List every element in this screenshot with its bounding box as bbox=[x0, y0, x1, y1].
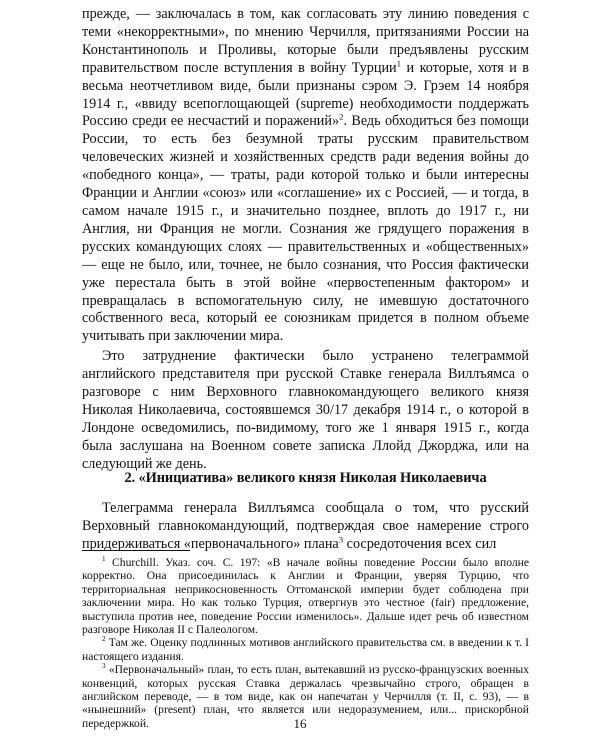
paragraph-2: Это затруднение фактически было устранено телеграммой английского представителя при русской Ставке генерала Виллъямса о разговоре с ним Верховного главнокомандующего великого князя Николая Николаевича, состоявшемся 30/17 декабря 1914 г., о которой в Лондоне осведомились, по-видимому, того же 1 января 1915 г., когда была заслушана на Военном совете записка Ллойд Джорджа, или на следующий же день. bbox=[82, 348, 529, 472]
footnote-3-mark: 3 bbox=[102, 662, 106, 671]
footnote-2-mark: 2 bbox=[102, 635, 106, 644]
footnote-3-text: «Первоначальный» план, то есть план, вытекавший из русско-французских военных конвенций, которых русская Ставка держалась чрезвычайно строго, обращен в английском переводе, — в том виде, как он напечатан у Черчилля (т. II, с. 93), — в «нынешний» (present) план, что является или недоразумением, или... прискорбной передержкой. bbox=[82, 663, 529, 730]
main-text bbox=[82, 6, 529, 474]
footnote-ref-1: 1 bbox=[396, 57, 402, 68]
footnote-1-mark: 1 bbox=[102, 555, 106, 564]
paragraph-1 bbox=[82, 6, 529, 346]
paragraph-1-text-a: прежде, — заключалась в том, как согласовать эту линию поведения с теми «некорректными», по мнению Черчилля, притязаниями России на Константинополь и Проливы, которые были предъявлены русским правительством после вступления в войну Турции bbox=[82, 6, 529, 76]
footnote-1-text: Churchill. Указ. соч. С. 197: «В начале войны поведение России было вполне корректно. Она присоединилась к Англии и Франции, уверяя Турцию, что территориальная неприкосновенность Оттоманской империи будет соблюдена при заключении мира. Но как только Турция, отвергнув это честное (fair) предложение, выступила против нее, поведение России изменилось». Дальше идет речь об известном разговоре Николая II с Палеологом. bbox=[82, 556, 529, 637]
section-paragraph-text-a: Телеграмма генерала Виллъямса сообщала о том, что русский Верховный главнокомандующий, подтверждая свое намерение строго придерживаться «первоначального» плана bbox=[82, 500, 529, 552]
footnote-1 bbox=[82, 556, 529, 636]
paragraph-1-text-b: и которые, хотя и в весьма неотчетливом виде, были признаны сэром Э. Грэем 14 ноября 1914 г., «ввиду всепоглощающей (supreme) необходимости поддержать Россию среди ее несчастий и поражений» bbox=[82, 59, 529, 130]
page-number: 16 bbox=[293, 716, 307, 731]
footnote-2 bbox=[82, 636, 529, 663]
footnote-ref-2: 2 bbox=[339, 111, 344, 122]
footnotes bbox=[82, 556, 529, 730]
section-paragraph bbox=[82, 500, 529, 554]
section-text bbox=[82, 500, 529, 554]
footnote-ref-3: 3 bbox=[338, 534, 344, 545]
footnote-divider bbox=[82, 550, 190, 551]
section-paragraph-text-b: сосредоточения всех сил bbox=[343, 535, 497, 552]
footnote-2-text: Там же. Оценку подлинных мотивов английского правительства см. в введении к т. I настоящего издания. bbox=[82, 636, 529, 663]
section-heading: 2. «Инициатива» великого князя Николая Николаевича bbox=[124, 470, 487, 486]
paragraph-1-text-c: . Ведь обходиться без помощи России, то есть без безумной траты русским правительством человеческих жизней и хозяйственных средств ради ведения войны до «победного конца», — траты, ради которой только и были интересны Франции и Англии «союз» или «соглашение» их с Россией, — и тогда, в самом начале 1915 г., и значительно позднее, вплоть до 1917 г., ни Англия, ни Франция не могли. Сознания же грядущего поражения в русских командующих слоях — правительственных и «общественных» — еще не было, или, точнее, не было сознания, что Россия фактически уже перестала быть в этой войне «первостепенным фактором» и превращалась в вспомогательную силу, не имевшую достаточного собственного веса, который ее союзникам придется в полном объеме учитывать при заключении мира. bbox=[82, 113, 530, 345]
